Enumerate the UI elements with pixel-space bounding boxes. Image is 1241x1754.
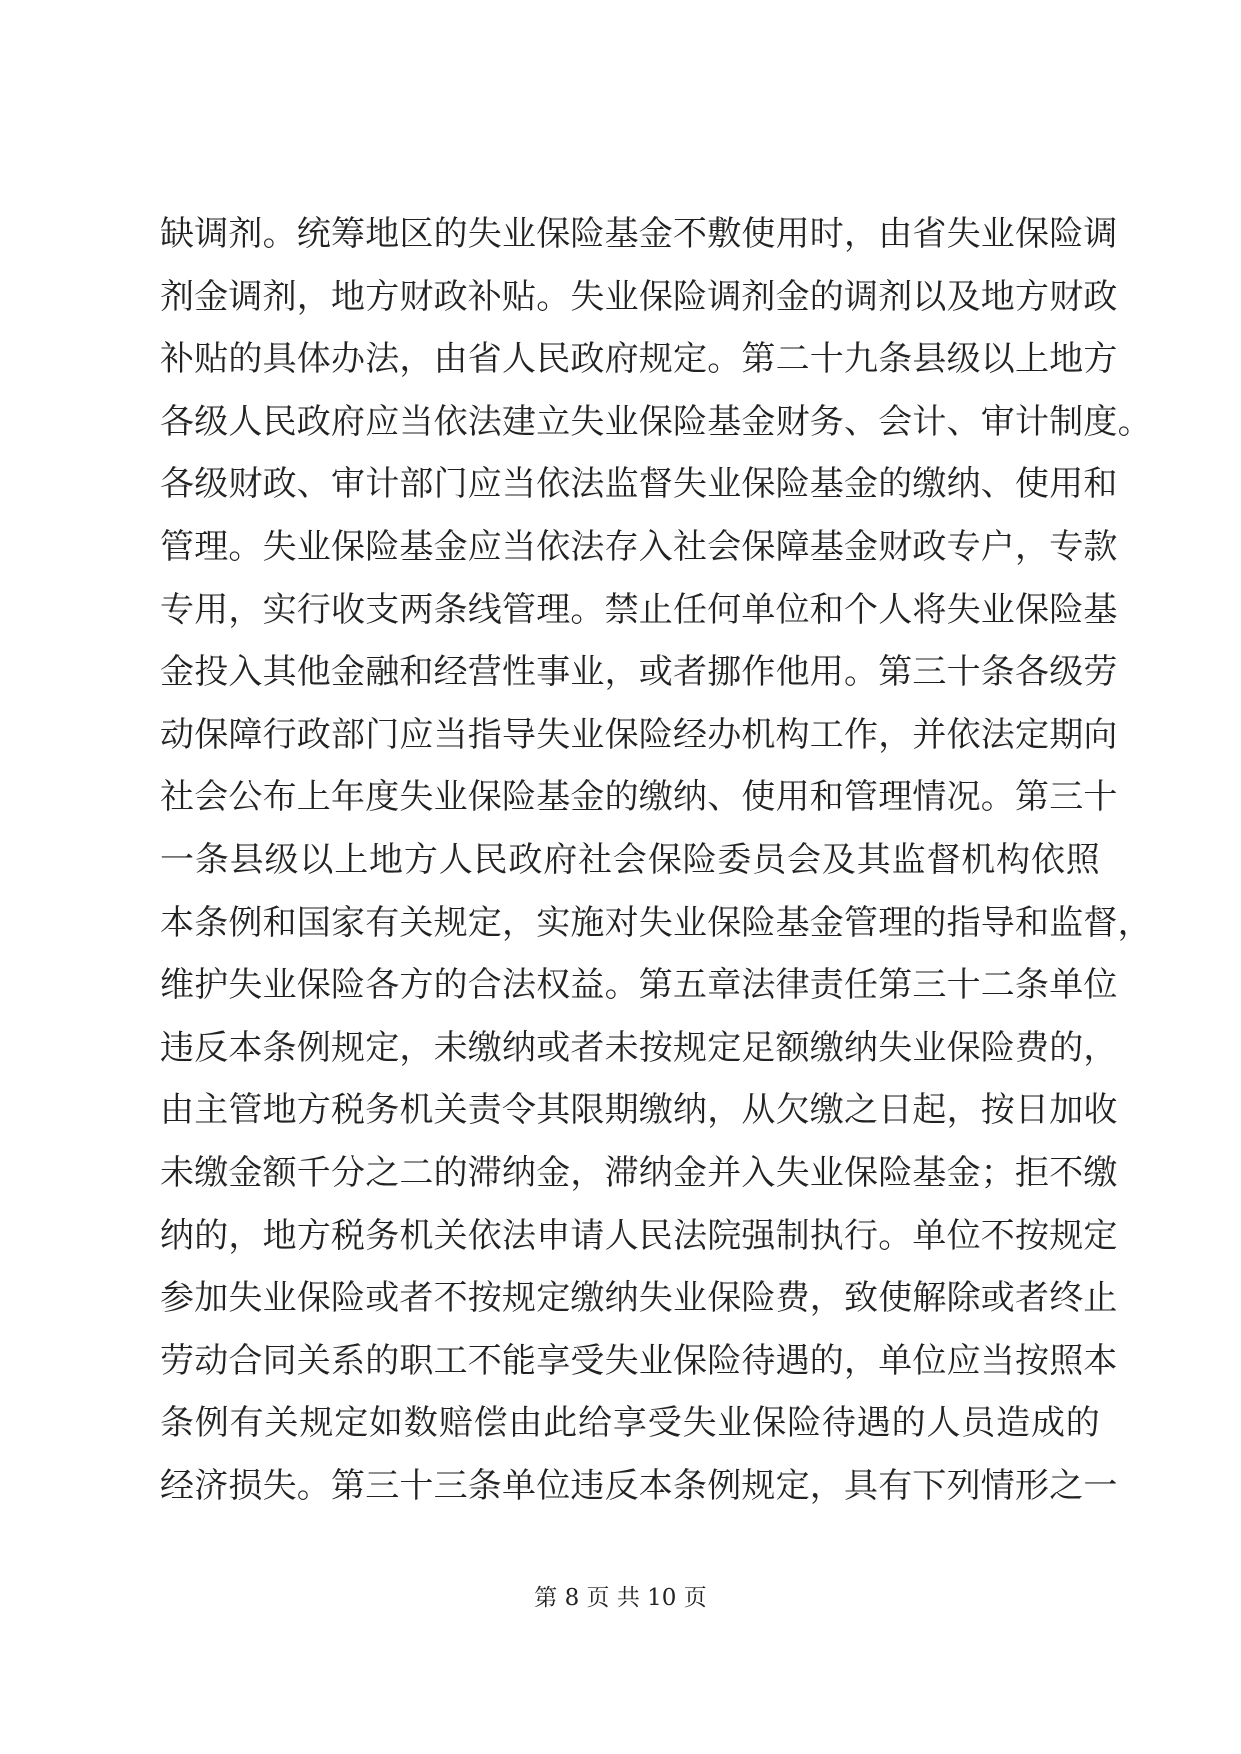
body-text	[160, 203, 1152, 1517]
text-line-19: 劳动合同关系的职工不能享受失业保险待遇的，单位应当按照本	[160, 1340, 1118, 1381]
text-line-8: 金投入其他金融和经营性事业，或者挪作他用。第三十条各级劳	[160, 652, 1118, 693]
text-line-11: 一条县级以上地方人民政府社会保险委员会及其监督机构依照	[160, 839, 1100, 880]
text-line-15: 由主管地方税务机关责令其限期缴纳，从欠缴之日起，按日加收	[160, 1090, 1118, 1131]
text-line-16: 未缴金额千分之二的滞纳金，滞纳金并入失业保险基金；拒不缴	[160, 1152, 1118, 1193]
text-line-2: 剂金调剂，地方财政补贴。失业保险调剂金的调剂以及地方财政	[160, 276, 1118, 317]
text-line-12: 本条例和国家有关规定，实施对失业保险基金管理的指导和监督，	[160, 902, 1152, 943]
text-line-3: 补贴的具体办法，由省人民政府规定。第二十九条县级以上地方	[160, 339, 1118, 380]
text-line-4: 各级人民政府应当依法建立失业保险基金财务、会计、审计制度。	[160, 401, 1152, 442]
text-line-6: 管理。失业保险基金应当依法存入社会保障基金财政专户，专款	[160, 526, 1118, 567]
text-line-20: 条例有关规定如数赔偿由此给享受失业保险待遇的人员造成的	[160, 1403, 1100, 1444]
text-line-13: 维护失业保险各方的合法权益。第五章法律责任第三十二条单位	[160, 965, 1118, 1006]
text-line-1: 缺调剂。统筹地区的失业保险基金不敷使用时，由省失业保险调	[160, 214, 1118, 254]
text-line-21: 经济损失。第三十三条单位违反本条例规定，具有下列情形之一	[160, 1465, 1118, 1506]
text-line-18: 参加失业保险或者不按规定缴纳失业保险费，致使解除或者终止	[160, 1278, 1118, 1319]
page-number-footer: 第 8 页 共 10 页	[534, 1585, 707, 1611]
text-line-9: 动保障行政部门应当指导失业保险经办机构工作，并依法定期向	[160, 714, 1118, 755]
text-line-5: 各级财政、审计部门应当依法监督失业保险基金的缴纳、使用和	[160, 464, 1118, 505]
text-line-17: 纳的，地方税务机关依法申请人民法院强制执行。单位不按规定	[160, 1215, 1118, 1256]
text-line-7: 专用，实行收支两条线管理。禁止任何单位和个人将失业保险基	[160, 589, 1118, 630]
text-line-10: 社会公布上年度失业保险基金的缴纳、使用和管理情况。第三十	[160, 777, 1118, 818]
text-line-14: 违反本条例规定，未缴纳或者未按规定足额缴纳失业保险费的，	[160, 1027, 1118, 1068]
